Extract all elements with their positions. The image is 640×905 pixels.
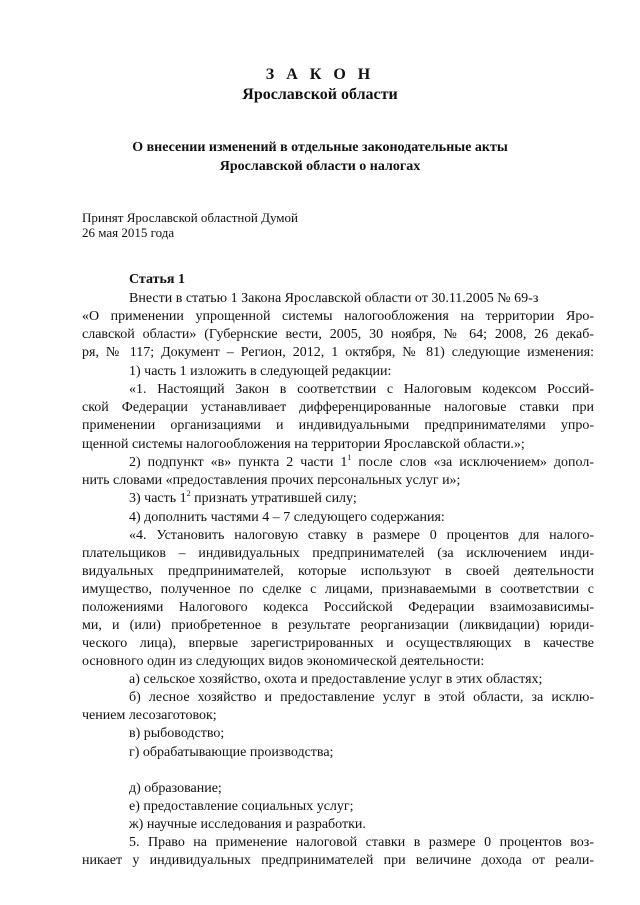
text-line: славской области» (Губернские вести, 2005, 30 ноября, № 64; 2008, 26 декаб- xyxy=(82,327,594,342)
text-fragment: признать утратившей силу; xyxy=(190,491,357,506)
text-fragment: 2) подпункт «в» пункта 2 части 1 xyxy=(129,455,348,470)
text-line: ря, № 117; Документ – Регион, 2012, 1 октября, № 81) следующие изменения: xyxy=(82,345,594,360)
text-line: «1. Настоящий Закон в соответствии с Налоговым кодексом Россий- xyxy=(129,382,594,397)
superscript: 1 xyxy=(347,453,352,462)
subject-line-2: Ярославской области о налогах xyxy=(219,159,421,174)
text-line xyxy=(129,455,594,471)
text-line: ческого лица), впервые зарегистрированных и осуществляющих в качестве xyxy=(82,636,594,651)
text-line: видуальных предпринимателей, которые используют в своей деятельности xyxy=(82,564,594,579)
adopted-by: Принят Ярославской областной Думой xyxy=(82,210,298,225)
adopted-date: 26 мая 2015 года xyxy=(82,225,175,240)
region-title: Ярославской области xyxy=(242,86,398,103)
text-line: ми, и (или) приобретенное в результате реорганизации (ликвидации) юриди- xyxy=(82,618,594,633)
text-line xyxy=(129,491,357,507)
text-fragment: после слов «за исключением» допол- xyxy=(351,455,595,470)
text-line: в) рыбоводство; xyxy=(129,726,225,741)
text-line: Внести в статью 1 Закона Ярославской области от 30.11.2005 № 69-з xyxy=(129,291,539,306)
text-line: «О применении упрощенной системы налогообложения на территории Яро- xyxy=(82,309,594,324)
text-line: нить словами «предоставления прочих персональных услуг и»; xyxy=(82,473,461,488)
text-line: имущество, полученное по сделке с лицами, признаваемыми в соответствии с xyxy=(82,582,594,597)
text-line: основного один из следующих видов экономической деятельности: xyxy=(82,654,485,669)
text-line: г) обрабатывающие производства; xyxy=(129,745,334,760)
article-heading: Статья 1 xyxy=(129,272,185,287)
text-line: 4) дополнить частями 4 – 7 следующего содержания: xyxy=(129,510,445,525)
text-line: никает у индивидуальных предпринимателей при величине дохода от реали- xyxy=(82,853,594,868)
text-line: ж) научные исследования и разработки. xyxy=(129,817,366,832)
text-line: плательщиков – индивидуальных предпринимателей (за исключением инди- xyxy=(82,546,594,561)
text-line: щенной системы налогообложения на территории Ярославской области.»; xyxy=(82,437,525,452)
subject-line-1: О внесении изменений в отдельные законодательные акты xyxy=(132,140,508,155)
document-type-title: З А К О Н xyxy=(265,66,375,83)
text-line: д) образование; xyxy=(129,781,222,796)
text-line: б) лесное хозяйство и предоставление услуг в этой области, за исклю- xyxy=(129,690,594,705)
superscript: 2 xyxy=(186,489,191,498)
text-line: «4. Установить налоговую ставку в размере 0 процентов для налого- xyxy=(129,528,594,543)
text-fragment: 3) часть 1 xyxy=(129,491,187,506)
text-line: чением лесозаготовок; xyxy=(82,708,217,723)
text-line: 1) часть 1 изложить в следующей редакции: xyxy=(129,364,392,379)
text-line: а) сельское хозяйство, охота и предоставление услуг в этих областях; xyxy=(129,672,543,687)
text-line: ской Федерации устанавливает дифференцированные налоговые ставки при xyxy=(82,400,594,415)
text-line: положениями Налогового кодекса Российской Федерации взаимозависимы- xyxy=(82,600,594,615)
text-line: е) предоставление социальных услуг; xyxy=(129,799,354,814)
text-line: 5. Право на применение налоговой ставки в размере 0 процентов воз- xyxy=(129,835,594,850)
text-line: применении организациями и индивидуальными предпринимателями упро- xyxy=(82,418,594,433)
